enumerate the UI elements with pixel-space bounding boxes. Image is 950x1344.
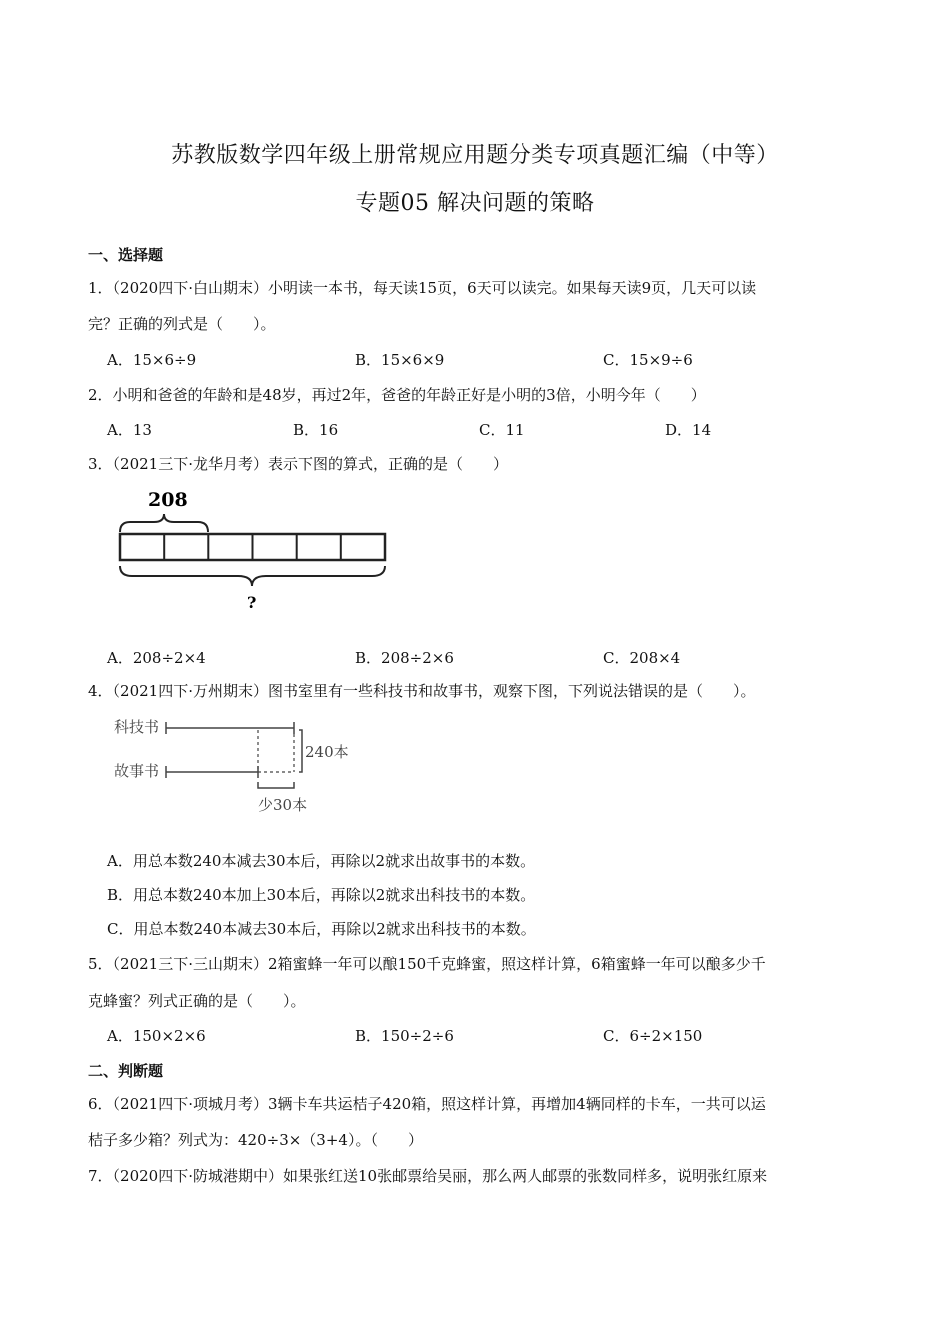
question-5-option-c: C．6÷2×150 — [603, 1027, 703, 1045]
question-2-line-1: 2．小明和爸爸的年龄和是48岁，再过2年，爸爸的年龄正好是小明的3倍，小明今年（ ） — [88, 386, 706, 404]
question-4-option-a: A．用总本数240本减去30本后，再除以2就求出故事书的本数。 — [107, 852, 536, 870]
question-5-line-1: 5．（2021三下·三山期末）2箱蜜蜂一年可以酿150千克蜂蜜，照这样计算，6箱蜜蜂一年可以酿多少千 — [88, 955, 766, 973]
question-2-option-d: D．14 — [665, 421, 712, 439]
question-3-diagram — [110, 482, 395, 614]
diagram-label-science: 科技书 — [114, 718, 160, 736]
diagram-label-story: 故事书 — [114, 762, 160, 780]
question-2-option-b: B．16 — [293, 421, 339, 439]
question-5-option-a: A．150×2×6 — [107, 1027, 206, 1045]
question-5-line-2: 克蜂蜜？列式正确的是（ ）。 — [88, 992, 306, 1010]
diagram-bottom-brace — [120, 566, 385, 586]
question-6-line-2: 桔子多少箱？列式为：420÷3×（3+4）。（ ） — [88, 1131, 423, 1149]
diagram-right-bracket — [299, 730, 302, 772]
diagram-top-brace — [120, 514, 208, 532]
question-3-option-b: B．208÷2×6 — [355, 649, 454, 667]
question-3-option-c: C．208×4 — [603, 649, 681, 667]
question-4-option-c: C．用总本数240本减去30本后，再除以2就求出科技书的本数。 — [107, 920, 536, 938]
question-1-option-a: A．15×6÷9 — [107, 351, 197, 369]
question-1-line-2: 完？正确的列式是（ ）。 — [88, 315, 276, 333]
document-subtitle: 专题05 解决问题的策略 — [355, 191, 595, 216]
diagram-total-label: 240本 — [305, 743, 349, 761]
section-heading-choice: 一、选择题 — [88, 246, 164, 264]
diagram-top-label: 208 — [148, 489, 188, 511]
question-1-option-c: C．15×9÷6 — [603, 351, 693, 369]
diagram-diff-label: 少30本 — [258, 796, 308, 814]
question-3-line-1: 3．（2021三下·龙华月考）表示下图的算式，正确的是（ ） — [88, 455, 508, 473]
question-2-option-c: C．11 — [479, 421, 525, 439]
question-6-line-1: 6．（2021四下·项城月考）3辆卡车共运桔子420箱，照这样计算，再增加4辆同样的卡车，一共可以运 — [88, 1095, 766, 1113]
question-4-diagram — [110, 710, 360, 820]
question-2-option-a: A．13 — [107, 421, 152, 439]
diagram-bottom-bracket — [258, 782, 294, 788]
question-4-line-1: 4．（2021四下·万州期末）图书室里有一些科技书和故事书，观察下图，下列说法错误的是（ ）。 — [88, 682, 756, 700]
document-title: 苏教版数学四年级上册常规应用题分类专项真题汇编（中等） — [171, 143, 779, 168]
diagram-bottom-label: ? — [247, 593, 257, 612]
question-1-line-1: 1．（2020四下·白山期末）小明读一本书，每天读15页，6天可以读完。如果每天读9页，几天可以读 — [88, 279, 757, 297]
question-5-option-b: B．150÷2÷6 — [355, 1027, 454, 1045]
question-4-option-b: B．用总本数240本加上30本后，再除以2就求出科技书的本数。 — [107, 886, 536, 904]
section-heading-judge: 二、判断题 — [88, 1062, 164, 1080]
question-1-option-b: B．15×6×9 — [355, 351, 445, 369]
question-7-line-1: 7．（2020四下·防城港期中）如果张红送10张邮票给吴丽，那么两人邮票的张数同样多，说明张红原来 — [88, 1167, 768, 1185]
question-3-option-a: A．208÷2×4 — [107, 649, 206, 667]
